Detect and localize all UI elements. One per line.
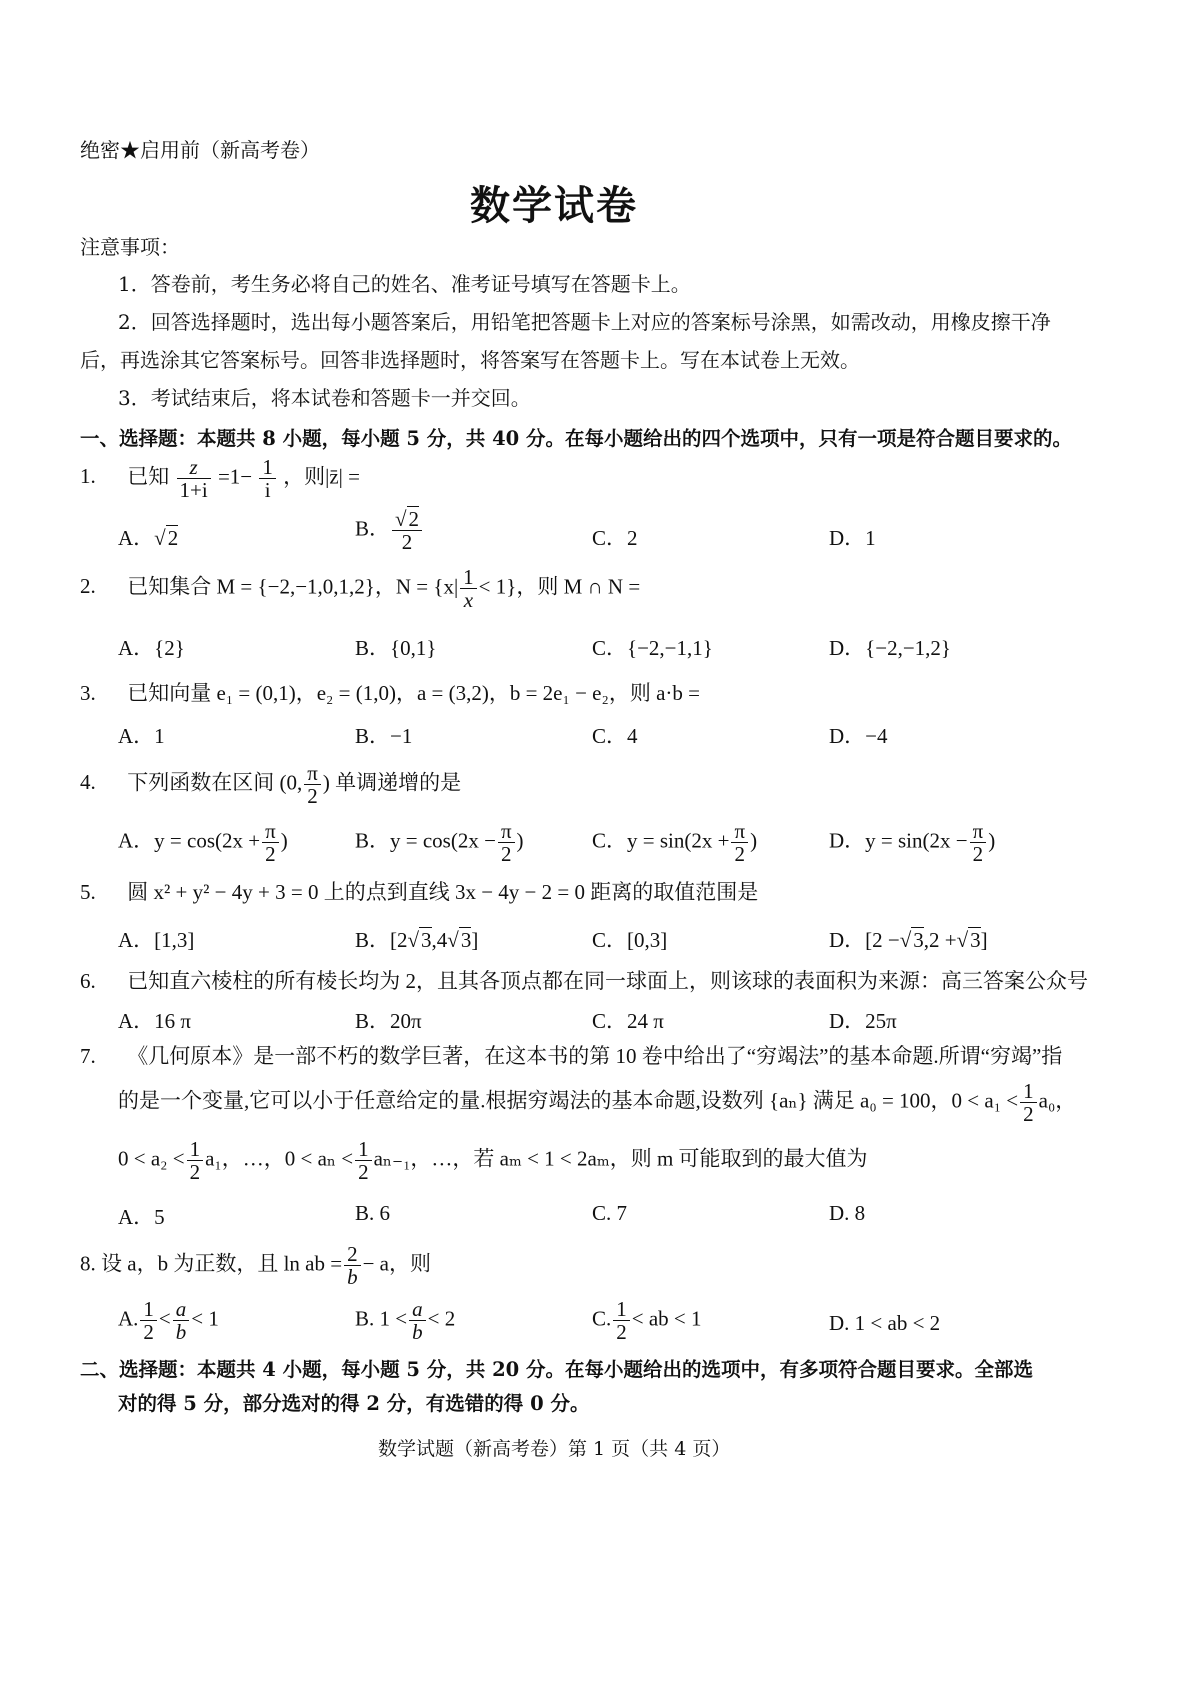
fraction: $\frac{\pi}{2}$ [731,820,748,865]
question-text: 已知 [127,464,170,489]
question-number: 5. [80,880,96,904]
question-3: 3. 已知向量 e₁ = (0,1)，e₂ = (1,0)，a = (3,2)，b = 2e₁ − e₂，则 a·b = [80,681,700,705]
option-a: A．√2 [118,526,179,550]
question-5: 5. 圆 x² + y² − 4y + 3 = 0 上的点到直线 3x − 4y − 2 = 0 距离的取值范围是 [80,880,759,904]
page-title: 数学试卷 [470,182,638,229]
option-d: D．1 [829,526,876,550]
option-d: D. 1 < ab < 2 [829,1311,941,1335]
option-c: C．[0,3] [592,928,668,952]
option-b: B. 6 [355,1201,391,1225]
fraction: $\frac{1}{i}$ [259,456,276,501]
option-d: D．25π [829,1009,897,1033]
notice-item-1: 1．答卷前，考生务必将自己的姓名、准考证号填写在答题卡上。 [118,272,691,296]
fraction: $\frac{\pi}{2}$ [970,820,987,865]
question-7: 7. 《几何原本》是一部不朽的数学巨著，在这本书的第 10 卷中给出了“穷竭法”的基本命题.所谓“穷竭”指 [80,1044,1063,1068]
option-a: A．[1,3] [118,928,195,952]
option-c: C．{−2,−1,1} [592,636,713,660]
option-c: C．24 π [592,1009,664,1033]
fraction: $\frac{1}{2}$ [187,1138,204,1183]
question-number: 1. [80,464,96,489]
question-number: 6. [80,969,96,993]
fraction: $\frac{z}{1+i}$ [177,456,211,501]
fraction: $\frac{1}{2}$ [355,1138,372,1183]
option-b: B．20π [355,1009,422,1033]
option-a: A. $\frac{1}{2}$ < $\frac{a}{b}$ < 1 [118,1297,219,1345]
question-6: 6. 已知直六棱柱的所有棱长均为 2，且其各顶点都在同一球面上，则该球的表面积为来源：高三答案公众号 [80,969,1088,993]
notice-item-2: 2．回答选择题时，选出每小题答案后，用铅笔把答题卡上对应的答案标号涂黑，如需改动，用橡皮擦干净 [118,310,1051,334]
option-d: D. 8 [829,1201,866,1225]
option-c: C. $\frac{1}{2}$ < ab < 1 [592,1297,702,1345]
option-b: B． $\frac{√2}{2}$ [355,508,424,553]
option-b: B. 1 < $\frac{a}{b}$ < 2 [355,1297,456,1345]
option-a: A．16 π [118,1009,192,1033]
question-number: 2. [80,574,96,599]
question-number: 7. [80,1044,96,1068]
option-a: A．y = cos(2x + $\frac{\pi}{2}$ ) [118,819,288,867]
section-2-heading: 二、选择题：本题共 4 小题，每小题 5 分，共 20 分。在每小题给出的选项中，有多项符合题目要求。全部选 [80,1358,1034,1381]
notice-title: 注意事项： [80,235,180,259]
fraction: $\frac{2}{b}$ [344,1243,361,1288]
question-2: 2. 已知集合 M = {−2,−1,0,1,2}，N = {x| $\frac{1}{x}$ < 1}，则 M ∩ N = [80,565,641,613]
section-2-heading-cont: 对的得 5 分，部分选对的得 2 分，有选错的得 0 分。 [118,1392,590,1415]
option-c: C. 7 [592,1201,628,1225]
fraction: $\frac{√2}{2}$ [392,508,422,553]
fraction: $\frac{\pi}{2}$ [262,820,279,865]
option-c: C．4 [592,724,638,748]
question-1: 1. 已知 $\frac{z}{1+i}$ =1− $\frac{1}{i}$ ，则|z̄| = [80,455,360,503]
question-number: 3. [80,681,96,705]
confidential-label: 绝密★启用前（新高考卷） [80,138,320,162]
option-b: B．{0,1} [355,636,437,660]
fraction: $\frac{a}{b}$ [173,1298,190,1343]
section-1-heading: 一、选择题：本题共 8 小题，每小题 5 分，共 40 分。在每小题给出的四个选项中，只有一项是符合题目要求的。 [80,427,1073,450]
notice-item-3: 3．考试结束后，将本试卷和答题卡一并交回。 [118,386,531,410]
fraction: $\frac{\pi}{2}$ [304,762,321,807]
question-4: 4. 下列函数在区间 (0, $\frac{\pi}{2}$ ) 单调递增的是 [80,761,462,809]
fraction: $\frac{1}{2}$ [613,1298,630,1343]
option-b: B．−1 [355,724,413,748]
fraction: $\frac{1}{2}$ [140,1298,157,1343]
option-d: D．[2 −√3,2 +√3] [829,928,988,952]
question-number: 8. [80,1251,96,1276]
fraction: $\frac{\pi}{2}$ [498,820,515,865]
question-7-line-3: 0 < a₂ < $\frac{1}{2}$ a₁，…，0 < aₙ < $\frac{1}{2}$ aₙ₋₁，…，若 aₘ < 1 < 2aₘ，则 m 可能取到的最大值为 [118,1137,868,1185]
option-d: D．{−2,−1,2} [829,636,952,660]
fraction: $\frac{1}{x}$ [460,566,477,611]
option-b: B．y = cos(2x − $\frac{\pi}{2}$ ) [355,819,524,867]
question-7-line-2: 的是一个变量,它可以小于任意给定的量.根据穷竭法的基本命题,设数列 {aₙ} 满足 a₀ = 100，0 < a₁ < $\frac{1}{2}$ a₀， [118,1079,1077,1127]
option-a: A．5 [118,1205,165,1229]
option-a: A．{2} [118,636,185,660]
option-a: A．1 [118,724,165,748]
option-b: B．[2√3,4√3] [355,928,479,952]
fraction: $\frac{1}{2}$ [1020,1080,1037,1125]
page-footer: 数学试题（新高考卷）第 1 页（共 4 页） [378,1438,731,1460]
option-d: D．y = sin(2x − $\frac{\pi}{2}$ ) [829,819,996,867]
option-c: C．y = sin(2x + $\frac{\pi}{2}$ ) [592,819,758,867]
option-c: C．2 [592,526,638,550]
option-d: D．−4 [829,724,888,748]
question-number: 4. [80,770,96,795]
notice-item-2-cont: 后，再选涂其它答案标号。回答非选择题时，将答案写在答题卡上。写在本试卷上无效。 [80,348,860,372]
fraction: $\frac{a}{b}$ [409,1298,426,1343]
question-8: 8. 设 a，b 为正数，且 ln ab = $\frac{2}{b}$ − a，则 [80,1242,431,1290]
